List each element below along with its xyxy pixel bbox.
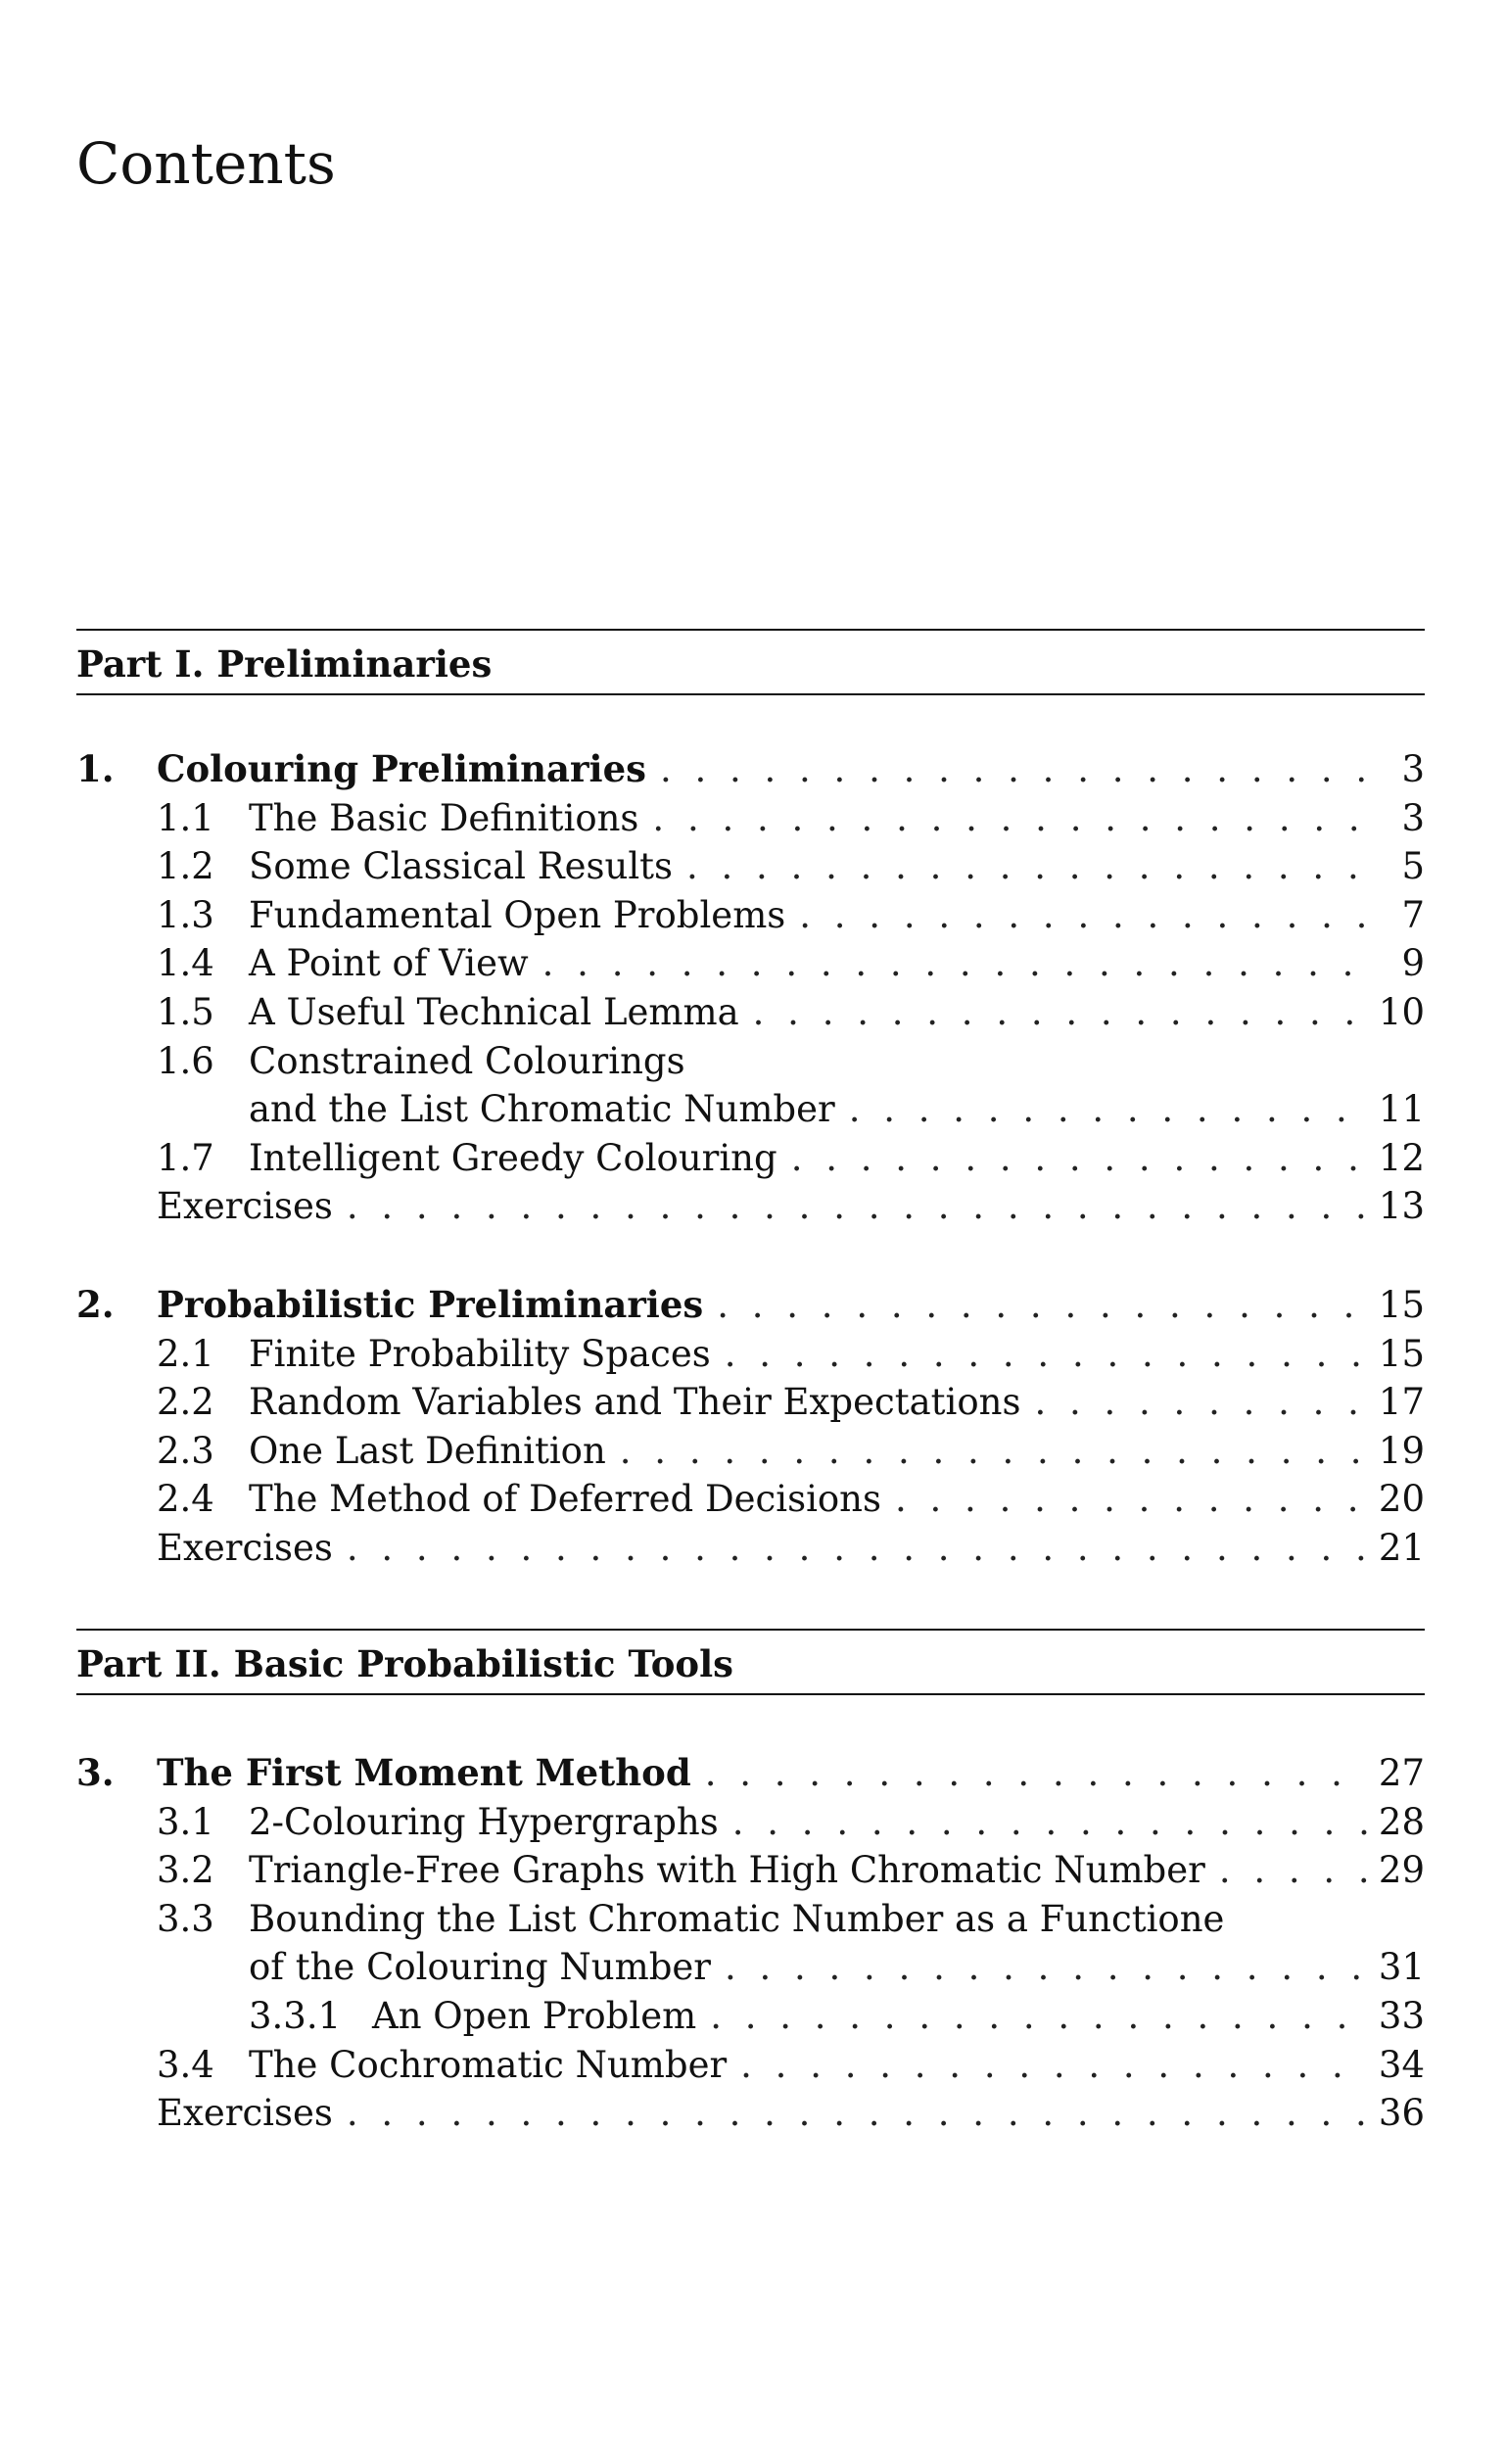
toc-section-entry-continuation[interactable] — [76, 1943, 1425, 1992]
page-number: 11 — [1378, 1088, 1425, 1131]
section-title: Fundamental Open Problems — [249, 893, 786, 936]
dot-leader — [660, 745, 1372, 794]
toc-section-entry-continuation[interactable] — [76, 1085, 1425, 1134]
page-title: Contents — [76, 130, 336, 197]
chapter-number: 1. — [76, 747, 115, 790]
page-number: 12 — [1378, 1136, 1425, 1179]
toc-section-entry[interactable] — [76, 939, 1425, 988]
dot-leader — [710, 1992, 1369, 2041]
toc-section-entry[interactable] — [76, 1330, 1425, 1379]
page-number: 13 — [1378, 1185, 1425, 1228]
toc-section-entry[interactable] — [76, 1378, 1425, 1427]
section-title: Random Variables and Their Expectations — [249, 1381, 1021, 1424]
section-title-line1: Constrained Colourings — [249, 1039, 685, 1082]
dot-leader — [849, 1085, 1369, 1134]
subsection-number: 3.3.1 — [249, 1994, 342, 2037]
dot-leader — [732, 1798, 1369, 1847]
toc-section-entry[interactable] — [76, 1475, 1425, 1524]
chapter-title: Colouring Preliminaries — [157, 747, 646, 790]
section-number: 1.2 — [157, 845, 214, 888]
chapter-block — [76, 1749, 1425, 2138]
section-title: 2-Colouring Hypergraphs — [249, 1800, 719, 1843]
page-number: 9 — [1401, 942, 1425, 985]
dot-leader — [652, 794, 1372, 843]
page-number: 3 — [1401, 748, 1425, 790]
page-number: 10 — [1378, 990, 1425, 1033]
toc-section-entry[interactable] — [76, 891, 1425, 940]
page-number: 28 — [1378, 1800, 1425, 1843]
dot-leader — [895, 1475, 1369, 1524]
toc-section-entry[interactable] — [76, 988, 1425, 1037]
exercises-title: Exercises — [157, 1185, 333, 1228]
section-title: The Basic Definitions — [249, 796, 639, 839]
section-number: 3.1 — [157, 1800, 214, 1843]
section-title: Intelligent Greedy Colouring — [249, 1136, 777, 1179]
part-title: Part II. Basic Probabilistic Tools — [76, 1642, 733, 1685]
dot-leader — [725, 1943, 1369, 1992]
dot-leader — [753, 988, 1369, 1037]
section-title: Triangle-Free Graphs with High Chromatic Number — [249, 1849, 1205, 1892]
page-number: 7 — [1401, 893, 1425, 936]
page-number: 21 — [1378, 1526, 1425, 1569]
toc-chapter-entry[interactable] — [76, 1749, 1425, 1798]
section-number: 1.5 — [157, 990, 214, 1033]
page-number: 19 — [1378, 1429, 1425, 1472]
toc-section-entry[interactable] — [76, 1427, 1425, 1476]
section-number: 3.2 — [157, 1849, 214, 1892]
dot-leader — [347, 2089, 1369, 2138]
part-heading — [76, 1629, 1425, 1695]
dot-leader — [347, 1182, 1369, 1231]
toc-chapter-entry[interactable] — [76, 1281, 1425, 1330]
section-title: Some Classical Results — [249, 845, 674, 888]
dot-leader — [1034, 1378, 1368, 1427]
toc-section-entry-multiline[interactable] — [76, 1895, 1425, 1944]
section-number: 1.1 — [157, 796, 214, 839]
dot-leader — [620, 1427, 1369, 1476]
dot-leader — [717, 1281, 1369, 1330]
toc-section-entry[interactable] — [76, 842, 1425, 891]
page-number: 27 — [1378, 1752, 1425, 1794]
page-number: 36 — [1378, 2092, 1425, 2135]
section-number: 1.3 — [157, 893, 214, 936]
section-title: Finite Probability Spaces — [249, 1332, 711, 1375]
section-number: 2.3 — [157, 1429, 214, 1472]
section-number: 1.4 — [157, 942, 214, 985]
page-number: 3 — [1401, 796, 1425, 839]
section-number: 2.1 — [157, 1332, 214, 1375]
exercises-title: Exercises — [157, 1526, 333, 1569]
section-title-line1: Bounding the List Chromatic Number as a Functione — [249, 1897, 1225, 1940]
section-title: The Cochromatic Number — [249, 2043, 728, 2086]
part-heading — [76, 629, 1425, 695]
page-number: 34 — [1378, 2043, 1425, 2086]
section-title-line2: and the List Chromatic Number — [249, 1088, 835, 1131]
dot-leader — [686, 842, 1372, 891]
page-number: 17 — [1378, 1381, 1425, 1424]
dot-leader — [1219, 1846, 1369, 1895]
chapter-number: 3. — [76, 1751, 115, 1794]
toc-section-entry-multiline[interactable] — [76, 1037, 1425, 1086]
part-title: Part I. Preliminaries — [76, 642, 493, 686]
toc-exercises-entry[interactable] — [76, 1524, 1425, 1573]
section-title: A Useful Technical Lemma — [249, 990, 739, 1033]
toc-section-entry[interactable] — [76, 1798, 1425, 1847]
toc-section-entry[interactable] — [76, 1846, 1425, 1895]
page-number: 5 — [1401, 845, 1425, 888]
chapter-title: Probabilistic Preliminaries — [157, 1283, 704, 1326]
section-title: The Method of Deferred Decisions — [249, 1478, 882, 1521]
section-number: 3.3 — [157, 1897, 214, 1940]
page-number: 20 — [1378, 1478, 1425, 1521]
dot-leader — [705, 1749, 1369, 1798]
toc-section-entry[interactable] — [76, 1134, 1425, 1183]
page-number: 15 — [1378, 1332, 1425, 1375]
toc-section-entry[interactable] — [76, 2041, 1425, 2090]
dot-leader — [347, 1524, 1369, 1573]
toc-section-entry[interactable] — [76, 794, 1425, 843]
section-number: 2.2 — [157, 1381, 214, 1424]
chapter-number: 2. — [76, 1283, 115, 1326]
section-number: 2.4 — [157, 1478, 214, 1521]
toc-chapter-entry[interactable] — [76, 745, 1425, 794]
section-number: 1.7 — [157, 1136, 214, 1179]
dot-leader — [725, 1330, 1369, 1379]
page-number: 33 — [1378, 1994, 1425, 2037]
dot-leader — [799, 891, 1372, 940]
subsection-title: An Open Problem — [372, 1994, 697, 2037]
section-title-line2: of the Colouring Number — [249, 1946, 711, 1989]
page-number: 29 — [1378, 1849, 1425, 1892]
toc-exercises-entry[interactable] — [76, 1182, 1425, 1231]
section-number: 1.6 — [157, 1039, 214, 1082]
page-number: 31 — [1378, 1946, 1425, 1989]
chapter-title: The First Moment Method — [157, 1751, 691, 1794]
chapter-block — [76, 745, 1425, 1231]
section-title: One Last Definition — [249, 1429, 606, 1472]
page-number: 15 — [1378, 1284, 1425, 1326]
chapter-block — [76, 1281, 1425, 1573]
dot-leader — [791, 1134, 1369, 1183]
dot-leader — [740, 2041, 1369, 2090]
dot-leader — [542, 939, 1372, 988]
toc-exercises-entry[interactable] — [76, 2089, 1425, 2138]
toc-subsection-entry[interactable] — [76, 1992, 1425, 2041]
section-title: A Point of View — [249, 942, 529, 985]
section-number: 3.4 — [157, 2043, 214, 2086]
exercises-title: Exercises — [157, 2092, 333, 2135]
